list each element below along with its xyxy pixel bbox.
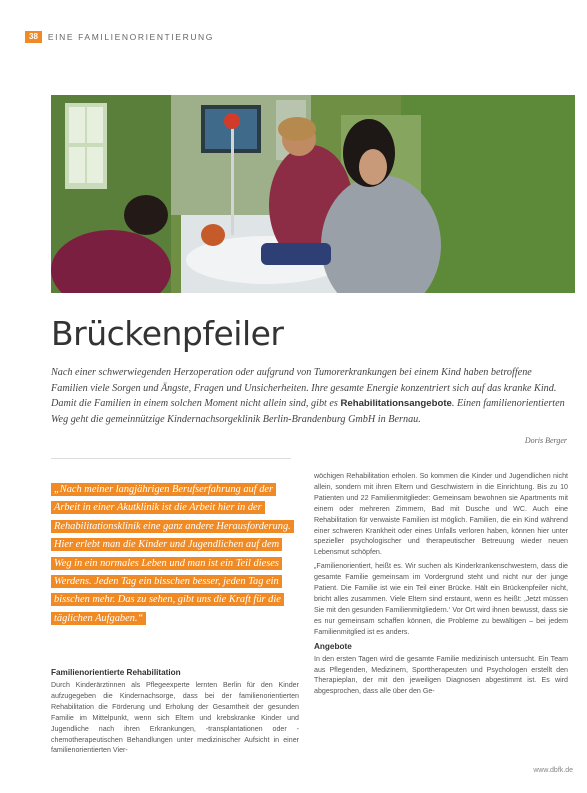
footer-url: www.dbfk.de <box>533 767 573 774</box>
author-byline: Doris Berger <box>524 436 567 445</box>
lead-text: Nach einer schwerwiegenden Herzoperation oder aufgrund von Tumorerkrankungen bei einem Kind haben betroffene Familien viele Sorgen und Ängste, Fragen und Unsicherheiten. Ihre gesamte Energie konzentriert sich auf das kranke Kind. Damit die Familien in einem solchen Moment nicht allein sind, gibt es <box>51 367 557 409</box>
lead-bold-term: Rehabilitationsangebote <box>340 398 452 409</box>
article-photo <box>51 95 575 293</box>
body-paragraph: Durch Kinderärztinnen als Pflegeexperte lernten Berlin für den Kinder aufzugegeben die Kindernachsorge, dass bei der familienorientierten Rehabilitation die Förderung und Erholung der Gesamtheit der gesunden Familie im Mittelpunkt, wenn sich Eltern und krebskranke Kinder und Jugendliche nach ihren Erkrankungen, -transplantationen oder -chemotherapeutischen Behandlungen unter medizinischer Aufsicht in einer familienorientierten Vier- <box>51 681 299 755</box>
body-paragraph: wöchigen Rehabilitation erholen. So kommen die Kinder und Jugendlichen nicht allein, sondern mit ihren Eltern und Geschwistern in die Einrichtung. Bis zu 10 Patienten und 22 Familienmitglieder: Gemeinsam bewohnen sie Apartments mit einem oder mehreren Zimmern, Bad mit Dusche und WC. Auch eine Rehabilitation für verwaiste Familien ist möglich. Familien, die ein Kind während einer schweren Krankheit oder eines Unfalls verloren haben, können hier unter spezieller psychologischer und therapeutischer Betreuung wieder neuen Lebensmut schöpfen. <box>314 472 568 557</box>
lead-text-end: . Einen familienorientierten Weg geht die gemeinnützige Kindernachsorgeklinik Berlin-Brandenburg GmbH in Bernau. <box>51 398 565 425</box>
pull-quote-text: „Nach meiner langjährigen Berufserfahrung auf der Arbeit in einer Akutklinik ist die Arbeit hier in der Rehabilitationsklinik eine ganz andere Herausforderung. Hier erlebt man die Kinder und Jugendlichen auf dem Weg in ein normales Leben und man ist ein Teil dieses Werdens. Jeden Tag ein bisschen besser, jeden Tag ein bisschen mehr. Das zu sehen, gibt uns die Kraft für die täglichen Aufgaben.“ <box>51 483 294 625</box>
article-lead <box>51 365 569 427</box>
divider <box>51 458 291 459</box>
page-header <box>25 31 214 43</box>
section-heading-angebote: Angebote <box>314 641 352 651</box>
pull-quote <box>51 481 299 628</box>
article-title: Brückenpfeiler <box>51 314 284 353</box>
section-heading-rehabilitation: Familienorientierte Rehabilitation <box>51 668 181 677</box>
left-column <box>51 667 299 759</box>
section-name: EINE FAMILIENORIENTIERUNG <box>47 32 215 42</box>
page-number: 38 <box>25 31 42 43</box>
body-paragraph: In den ersten Tagen wird die gesamte Familie medizinisch untersucht. Ein Team aus Pflegenden, Medizinern, Sporttherapeuten und Psychologen erstellt den Therapieplan, der mit den jeweiligen Diagnosen abgestimmt ist. Es wird abgesprochen, dass alle über den Ge- <box>314 654 568 696</box>
body-paragraph: „Familienorientiert, heißt es. Wir suchen als Kinderkrankenschwestern, dass die gesamte Familie gemeinsam im Vordergrund steht und nicht nur der junge Patient. Die Familie ist wie ein Teil einer Brücke. Hält ein Brückenpfeiler nicht, bricht alles zusammen. Viele Eltern sind erstaunt, wenn es heißt: ‚Jetzt müssen Sie mit den gesunden Familienmitgliedern.‘ Vor Ort wird ihnen bewusst, dass sie es nur gemeinsam schaffen können, die Probleme zu bewältigen – bei jedem Familienmitglied ist es anders. <box>314 562 568 636</box>
right-column <box>314 471 568 700</box>
